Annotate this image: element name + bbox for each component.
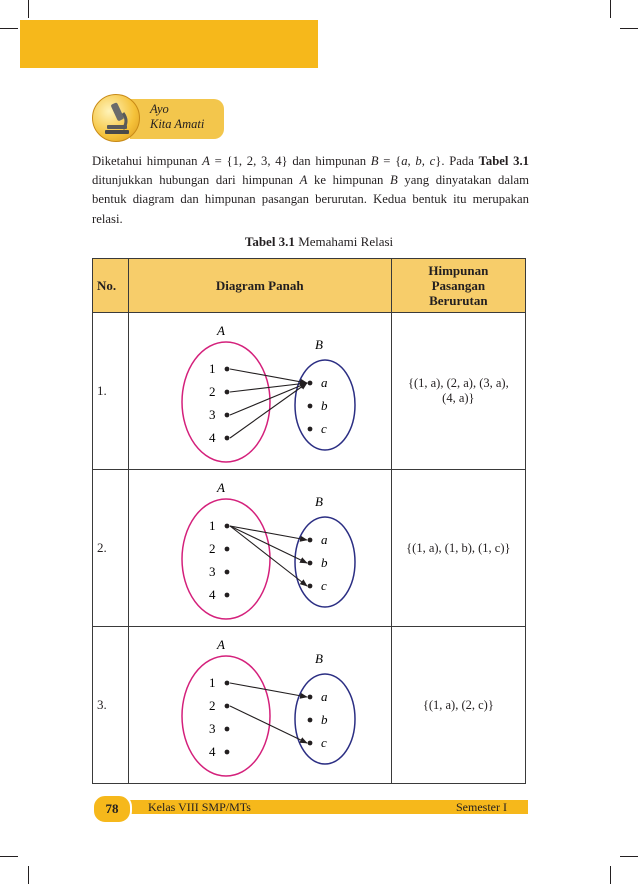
domain-point bbox=[224, 547, 229, 552]
domain-element: 4 bbox=[208, 430, 216, 445]
table-caption bbox=[0, 234, 638, 250]
domain-element: 2 bbox=[208, 541, 216, 556]
domain-point bbox=[224, 727, 229, 732]
element-a: a bbox=[401, 154, 408, 168]
table-row bbox=[93, 627, 526, 784]
footer-semester: Semester I bbox=[456, 800, 507, 814]
microscope-icon bbox=[92, 94, 140, 142]
page-number: 78 bbox=[92, 794, 132, 824]
set-b-label: B bbox=[314, 651, 323, 666]
para-text: , bbox=[421, 154, 430, 168]
badge-line-2: Kita Amati bbox=[150, 117, 205, 131]
ordered-pairs: {(1, a), (2, c)} bbox=[391, 627, 525, 784]
set-a-symbol: A bbox=[202, 154, 210, 168]
codomain-element: c bbox=[320, 735, 327, 750]
codomain-point bbox=[307, 741, 312, 746]
arrow-diagram bbox=[129, 470, 391, 622]
domain-element: 3 bbox=[208, 564, 216, 579]
crop-mark bbox=[0, 856, 18, 857]
element-c: c bbox=[429, 154, 436, 168]
para-text: Diketahui himpunan bbox=[92, 154, 203, 168]
set-a-label: A bbox=[216, 637, 225, 652]
set-b-label: B bbox=[314, 494, 323, 509]
header-diagram: Diagram Panah bbox=[128, 259, 391, 313]
set-a-ellipse bbox=[182, 499, 270, 619]
domain-point bbox=[224, 704, 229, 709]
table-header-row bbox=[93, 259, 526, 313]
badge-text bbox=[150, 102, 204, 132]
para-text: yang dinyatakan dalam bentuk diagram dan himpunan pasangan berurutan. Kedua bentuk itu merupakan relasi. bbox=[92, 173, 529, 226]
caption-label: Tabel 3.1 bbox=[244, 234, 295, 249]
domain-point bbox=[224, 436, 229, 441]
domain-point bbox=[224, 524, 229, 529]
table-row bbox=[93, 313, 526, 470]
table-reference: Tabel 3.1 bbox=[478, 154, 530, 168]
crop-mark bbox=[620, 856, 638, 857]
domain-element: 4 bbox=[208, 744, 216, 759]
codomain-element: a bbox=[320, 689, 328, 704]
element-b: b bbox=[415, 154, 422, 168]
para-text: }. Pada bbox=[435, 154, 479, 168]
arrow-diagram-cell bbox=[128, 627, 391, 784]
codomain-point bbox=[307, 695, 312, 700]
domain-point bbox=[224, 570, 229, 575]
header-no: No. bbox=[93, 259, 129, 313]
relation-arrow bbox=[230, 526, 307, 563]
crop-mark bbox=[28, 866, 29, 884]
codomain-element: a bbox=[320, 532, 328, 547]
codomain-element: b bbox=[320, 555, 328, 570]
codomain-element: c bbox=[320, 421, 327, 436]
crop-mark bbox=[610, 866, 611, 884]
domain-element: 2 bbox=[208, 384, 216, 399]
codomain-point bbox=[307, 404, 312, 409]
set-a-ellipse bbox=[182, 656, 270, 776]
set-a-label: A bbox=[216, 480, 225, 495]
relation-arrow bbox=[230, 683, 307, 697]
codomain-point bbox=[307, 561, 312, 566]
domain-element: 1 bbox=[208, 518, 216, 533]
domain-point bbox=[224, 367, 229, 372]
arrow-diagram bbox=[129, 313, 391, 465]
codomain-point bbox=[307, 381, 312, 386]
row-number: 3. bbox=[93, 627, 129, 784]
codomain-element: b bbox=[320, 712, 328, 727]
intro-paragraph bbox=[92, 152, 529, 229]
crop-mark bbox=[620, 28, 638, 29]
set-b-label: B bbox=[314, 337, 323, 352]
badge-line-1: Ayo bbox=[150, 102, 169, 116]
domain-point bbox=[224, 390, 229, 395]
codomain-element: b bbox=[320, 398, 328, 413]
table-row bbox=[93, 470, 526, 627]
domain-element: 1 bbox=[208, 361, 216, 376]
para-text: ke himpunan bbox=[307, 173, 391, 188]
microscope-icon-graphic bbox=[93, 95, 139, 141]
domain-element: 1 bbox=[208, 675, 216, 690]
arrow-diagram bbox=[129, 627, 391, 779]
domain-element: 3 bbox=[208, 721, 216, 736]
footer-book-title: Kelas VIII SMP/MTs bbox=[148, 800, 251, 814]
domain-element: 2 bbox=[208, 698, 216, 713]
row-number: 1. bbox=[93, 313, 129, 470]
para-text: = {1, 2, 3, 4} dan himpunan bbox=[209, 154, 371, 168]
codomain-element: a bbox=[320, 375, 328, 390]
codomain-point bbox=[307, 718, 312, 723]
arrow-diagram-cell bbox=[128, 313, 391, 470]
ordered-pairs: {(1, a), (2, a), (3, a), (4, a)} bbox=[391, 313, 525, 470]
set-a-symbol: A bbox=[299, 173, 308, 188]
relation-table bbox=[92, 258, 526, 784]
set-a-label: A bbox=[216, 323, 225, 338]
codomain-point bbox=[307, 584, 312, 589]
domain-point bbox=[224, 750, 229, 755]
arrow-diagram-cell bbox=[128, 470, 391, 627]
codomain-element: c bbox=[320, 578, 327, 593]
relation-arrow bbox=[230, 369, 307, 383]
relation-arrow bbox=[230, 526, 307, 540]
domain-point bbox=[224, 681, 229, 686]
header-pairs: Himpunan Pasangan Berurutan bbox=[391, 259, 525, 313]
codomain-point bbox=[307, 538, 312, 543]
caption-text: Memahami Relasi bbox=[294, 234, 394, 249]
ayo-kita-amati-badge bbox=[92, 94, 224, 142]
set-b-symbol: B bbox=[390, 173, 398, 188]
codomain-point bbox=[307, 427, 312, 432]
crop-mark bbox=[28, 0, 29, 18]
set-a-ellipse bbox=[182, 342, 270, 462]
crop-mark bbox=[0, 28, 18, 29]
crop-mark bbox=[610, 0, 611, 18]
ordered-pairs: {(1, a), (1, b), (1, c)} bbox=[391, 470, 525, 627]
domain-element: 3 bbox=[208, 407, 216, 422]
para-text: , bbox=[407, 154, 416, 168]
set-b-symbol: B bbox=[370, 154, 379, 168]
para-text: = { bbox=[378, 154, 402, 168]
row-number: 2. bbox=[93, 470, 129, 627]
domain-element: 4 bbox=[208, 587, 216, 602]
domain-point bbox=[224, 413, 229, 418]
header-color-band bbox=[20, 20, 318, 68]
para-text: ditunjukkan hubungan dari himpunan bbox=[92, 173, 300, 188]
domain-point bbox=[224, 593, 229, 598]
